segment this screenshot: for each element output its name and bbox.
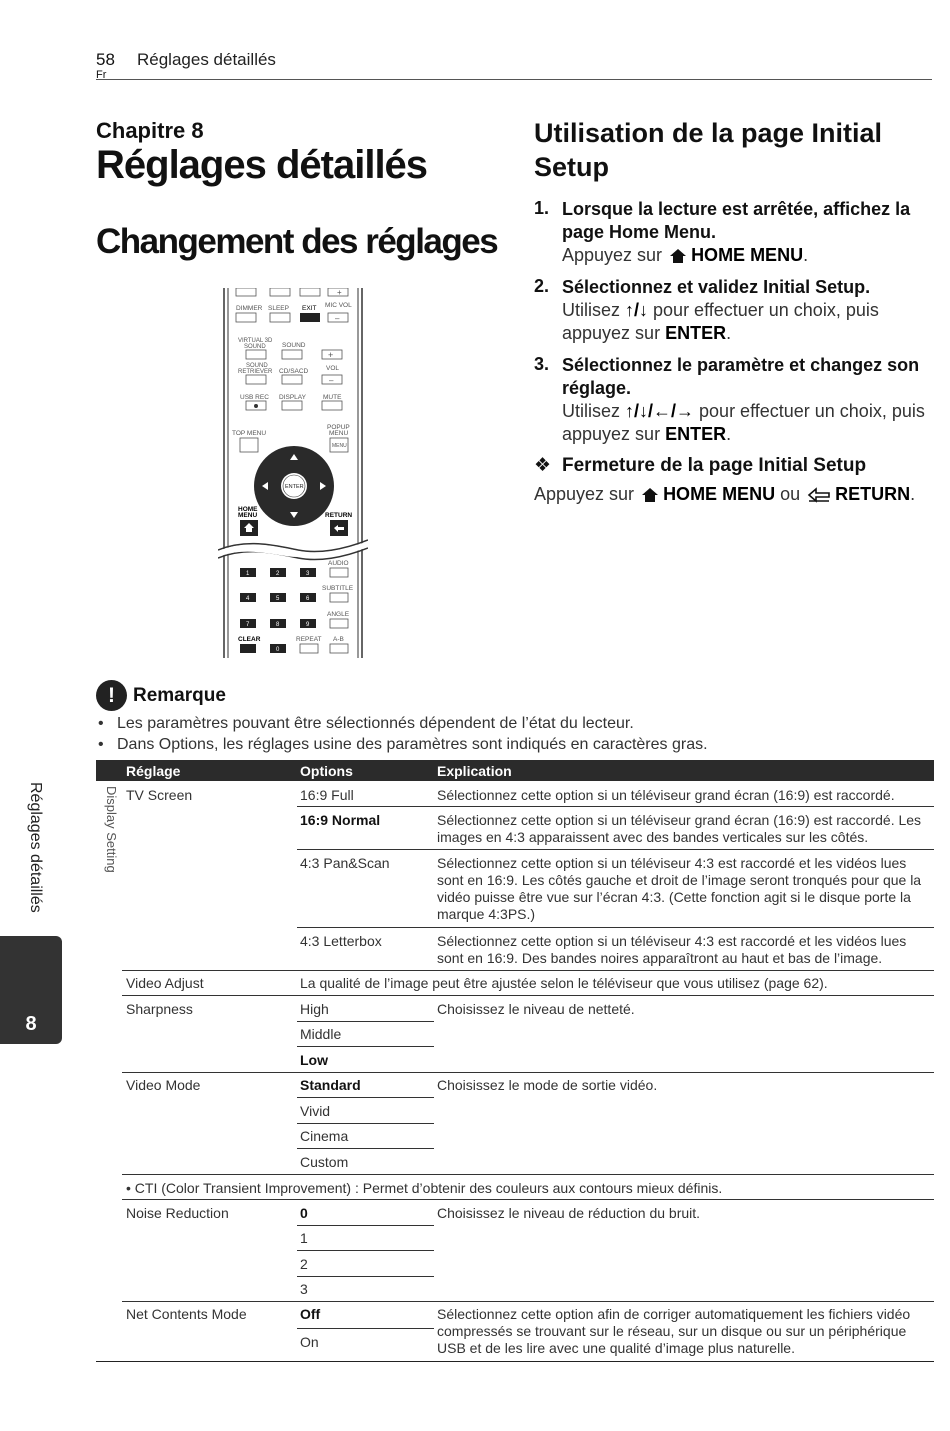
remote-cdsacd-label: CD/SACD [279, 368, 309, 375]
step-title: Sélectionnez le paramètre et changez son réglage. [562, 355, 920, 398]
remote-micvol-label: MIC VOL [325, 302, 352, 309]
bullet-item: • Les paramètres pouvant être sélectionnés dépendent de l’état du lecteur. [96, 713, 926, 734]
row-divider [297, 1250, 434, 1251]
remote-popup-label-2: MENU [329, 430, 349, 437]
steps-list [534, 198, 934, 455]
option-cell: Middle [300, 1026, 342, 1042]
remote-return-label: RETURN [325, 512, 353, 519]
step-2 [534, 276, 934, 345]
option-cell: 0 [300, 1205, 308, 1221]
step-title: Sélectionnez et validez Initial Setup. [562, 277, 871, 297]
remote-angle-label: ANGLE [327, 611, 350, 618]
language-code: Fr [96, 69, 107, 81]
row-divider [297, 806, 934, 807]
explanation-cell: Sélectionnez cette option si un téléviseur grand écran (16:9) est raccordé. [437, 787, 895, 803]
remote-digit-3: 3 [306, 571, 310, 577]
row-divider [122, 1301, 934, 1302]
remote-home-label-2: MENU [238, 512, 258, 519]
remote-sound-label: SOUND [282, 342, 306, 349]
row-divider [297, 1021, 434, 1022]
home-icon [641, 487, 659, 503]
remote-vol-label: VOL [326, 365, 340, 372]
remote-mute-label: MUTE [323, 394, 342, 401]
remote-ab-label: A-B [333, 636, 344, 643]
svg-text:–: – [335, 314, 340, 323]
row-divider [297, 927, 934, 928]
remote-virtual3d-label-2: SOUND [244, 344, 266, 350]
explanation-cell: La qualité de l’image peut être ajustée selon le téléviseur que vous utilisez (page 62). [300, 975, 828, 991]
table-bottom-rule [96, 1361, 934, 1362]
page-header [96, 50, 932, 80]
step-number: 1. [534, 198, 550, 218]
row-divider [122, 1174, 934, 1175]
row-divider [297, 1225, 434, 1226]
step-desc: Appuyez sur HOME MENU. [562, 245, 809, 265]
svg-text:+: + [337, 288, 342, 297]
option-cell: 4:3 Letterbox [300, 933, 382, 949]
chapter-tab-number: 8 [25, 1013, 37, 1035]
group-label: Display Setting [104, 786, 119, 873]
explanation-cell: Choisissez le niveau de réduction du bruit. [437, 1205, 701, 1221]
remote-digit-9: 9 [306, 622, 310, 628]
setting-sharpness: Sharpness [126, 1001, 193, 1017]
explanation-cell: Sélectionnez cette option si un téléviseur 4:3 est raccordé et les vidéos lues sont en 16:9. Les côtés gauche et droit de l’image seront tronqués pour que la vidéo puisse être vue sur l’écran 4:3. (Cette fonction agit si le disque porte la marque 4:3PS.) [437, 855, 922, 922]
row-divider [297, 1328, 434, 1329]
option-cell: Custom [300, 1154, 349, 1170]
remote-digit-2: 2 [276, 571, 280, 577]
row-divider [122, 1072, 934, 1073]
row-divider [122, 970, 934, 971]
home-icon [669, 248, 687, 264]
remote-audio-label: AUDIO [328, 560, 349, 567]
step-number: 2. [534, 276, 550, 296]
row-divider [122, 1199, 934, 1200]
return-icon [807, 487, 831, 503]
initial-setup-title: Utilisation de la page Initial Setup [534, 118, 883, 182]
explanation-cell: Choisissez le mode de sortie vidéo. [437, 1077, 658, 1093]
step-title: Lorsque la lecture est arrêtée, affichez la page Home Menu. [562, 199, 911, 242]
arrow-keys-icon: ↑/↓ [625, 300, 649, 320]
remote-sleep-label: SLEEP [268, 305, 289, 312]
setting-video-mode: Video Mode [126, 1077, 201, 1093]
close-setup-heading: ❖ Fermeture de la page Initial Setup [534, 455, 867, 476]
remarque-bullets [96, 713, 926, 755]
remote-sound-retriever-label: SOUND [246, 363, 268, 369]
remote-digit-1: 1 [246, 571, 250, 577]
option-cell: On [300, 1334, 319, 1350]
option-cell: 4:3 Pan&Scan [300, 855, 390, 871]
option-cell: 3 [300, 1281, 308, 1297]
remote-subtitle-label: SUBTITLE [322, 585, 354, 592]
remote-digit-8: 8 [276, 622, 280, 628]
step-desc: Utilisez ↑/↓/←/→ pour effectuer un choix, puis appuyez sur ENTER. [562, 401, 925, 444]
remote-popup-label: POPUP [327, 424, 350, 431]
remote-virtual3d-label: VIRTUAL 3D [238, 338, 273, 344]
remote-digit-4: 4 [246, 596, 250, 602]
remote-sound-retriever-label-2: RETRIEVER [238, 369, 273, 375]
remote-repeat-label: REPEAT [296, 636, 322, 643]
step-1 [534, 198, 934, 267]
setting-net-contents: Net Contents Mode [126, 1306, 247, 1322]
diamond-bullet-icon: ❖ [534, 455, 552, 476]
chapter-label: Chapitre 8 [96, 118, 204, 143]
setting-tv-screen: TV Screen [126, 787, 193, 803]
setting-noise-reduction: Noise Reduction [126, 1205, 229, 1221]
svg-text:–: – [329, 376, 334, 385]
explanation-cell: Sélectionnez cette option si un téléviseur grand écran (16:9) est raccordé. Les images en 4:3 apparaissent avec des bandes verticales sur les côtés. [437, 812, 922, 845]
col-options: Options [300, 763, 353, 779]
remote-usbrec-label: USB REC [240, 394, 269, 401]
remote-topmenu-label: TOP MENU [232, 430, 267, 437]
remote-digit-5: 5 [276, 596, 280, 602]
option-cell: 16:9 Normal [300, 812, 381, 828]
option-cell: Cinema [300, 1128, 349, 1144]
remote-clear-label: CLEAR [238, 636, 261, 643]
close-setup-text: Appuyez sur HOME MENU ou RETURN. [534, 484, 916, 504]
page-number: 58 [96, 50, 115, 69]
step-desc: Utilisez ↑/↓ pour effectuer un choix, puis appuyez sur ENTER. [562, 300, 879, 343]
remote-dimmer-label: DIMMER [236, 305, 263, 312]
col-explanation: Explication [437, 763, 512, 779]
option-cell: Off [300, 1306, 321, 1322]
remote-digit-7: 7 [246, 622, 250, 628]
remote-digit-0: 0 [276, 647, 280, 653]
remote-display-label: DISPLAY [279, 394, 306, 401]
col-setting: Réglage [126, 763, 181, 779]
option-cell: Vivid [300, 1103, 331, 1119]
explanation-cell: Choisissez le niveau de netteté. [437, 1001, 635, 1017]
row-divider [297, 1123, 434, 1124]
section-title: Changement des réglages [96, 222, 498, 261]
chapter-tab [0, 936, 62, 1044]
remarque-label: Remarque [133, 685, 226, 706]
header-title: Réglages détaillés [137, 50, 276, 69]
option-cell: 2 [300, 1256, 308, 1272]
side-chapter-text: Réglages détaillés [27, 782, 44, 913]
remote-enter-label: ENTER [285, 484, 304, 490]
explanation-cell: Sélectionnez cette option afin de corriger automatiquement les fichiers vidéo compressés se trouvant sur le réseau, sur un disque ou sur un périphérique USB et de les lire avec une qualité d’image plus naturelle. [437, 1306, 911, 1356]
bullet-item: • Dans Options, les réglages usine des paramètres sont indiqués en caractères gras. [96, 734, 926, 755]
option-cell: Low [300, 1052, 328, 1068]
row-divider [297, 1148, 434, 1149]
remote-control-illustration [218, 288, 368, 658]
step-3 [534, 354, 934, 446]
option-cell: Standard [300, 1077, 361, 1093]
row-divider [297, 849, 934, 850]
table-header [96, 760, 934, 781]
chapter-title: Réglages détaillés [96, 143, 428, 187]
remote-home-label: HOME [238, 506, 258, 513]
arrow-keys-icon: ↑/↓/←/→ [625, 401, 695, 421]
row-divider [297, 1097, 434, 1098]
exclamation-icon: ! [96, 680, 127, 711]
row-divider [297, 1276, 434, 1277]
option-cell: High [300, 1001, 329, 1017]
row-divider [297, 1046, 434, 1047]
option-cell: 16:9 Full [300, 787, 354, 803]
step-number: 3. [534, 354, 550, 374]
explanation-cell: Sélectionnez cette option si un téléviseur 4:3 est raccordé et les vidéos lues sont en 16:9. Des bandes noires apparaîtront au haut et bas de l’image. [437, 933, 907, 966]
row-divider [122, 995, 934, 996]
remote-digit-6: 6 [306, 596, 310, 602]
cti-note: • CTI (Color Transient Improvement) : Permet d’obtenir des couleurs aux contours mieux définis. [126, 1180, 723, 1196]
setting-video-adjust: Video Adjust [126, 975, 204, 991]
remote-menu-label: MENU [332, 443, 347, 449]
remote-exit-label: EXIT [302, 305, 317, 312]
svg-text:+: + [328, 350, 334, 360]
option-cell: 1 [300, 1230, 308, 1246]
